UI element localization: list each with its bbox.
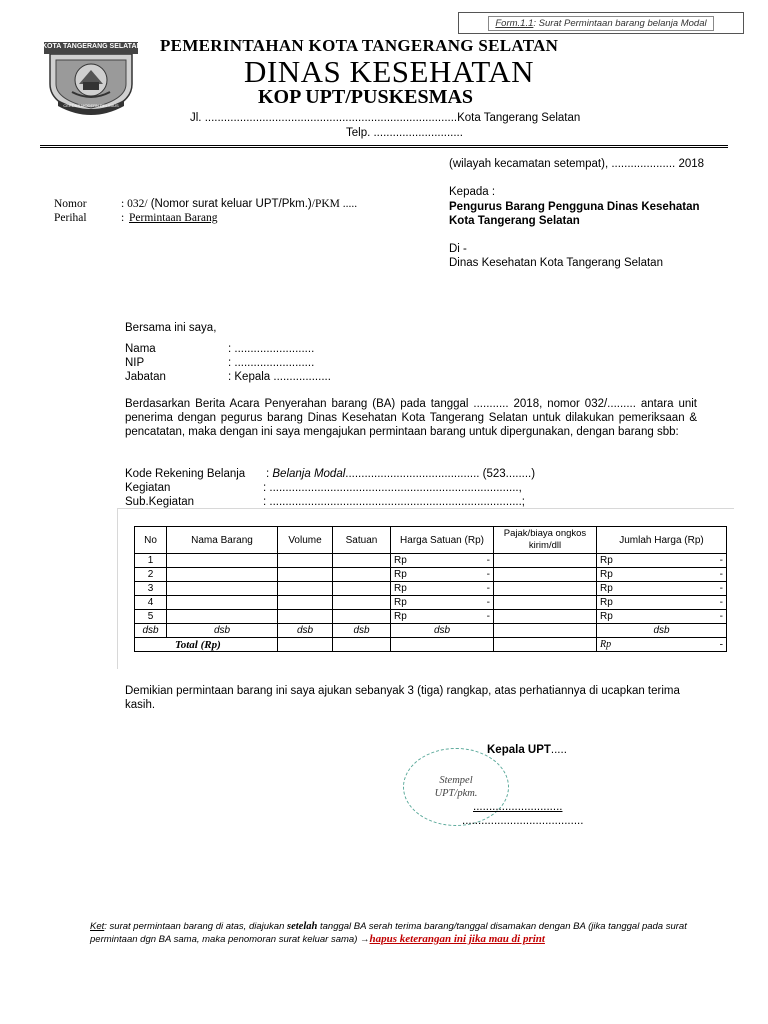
subkegiatan-label: Sub.Kegiatan: [125, 496, 195, 508]
recipient-line1: Pengurus Barang Pengguna Dinas Kesehatan: [449, 201, 700, 213]
col-satuan: Satuan: [333, 527, 391, 554]
col-volume: Volume: [278, 527, 333, 554]
di-place: Dinas Kesehatan Kota Tangerang Selatan: [449, 257, 663, 269]
header-kop: KOP UPT/PUSKESMAS: [258, 86, 474, 108]
nip-label: NIP: [125, 357, 145, 369]
jabatan-value: : Kepala ..................: [228, 371, 331, 383]
main-paragraph: Berdasarkan Berita Acara Penyerahan barang (BA) pada tanggal ........... 2018, nomor 032/......... antara unit penerima dengan pegurus barang Dinas Kesehatan Kota Tangerang Selatan untuk dilakukan pemeriksaan & pencatatan, maka dengan ini saya mengajukan permintaan barang untuk dipergunakan, dengan barang sbb:: [125, 398, 697, 438]
city-logo: [42, 40, 140, 116]
kegiatan-value: : ..............................................................................,: [263, 482, 522, 494]
jabatan-label: Jabatan: [125, 371, 166, 383]
kegiatan-label: Kegiatan: [125, 482, 171, 494]
col-pajak: Pajak/biaya ongkos kirim/dll: [494, 527, 597, 554]
table-row: 2 Rp - Rp -: [135, 568, 727, 582]
footnote: Ket: surat permintaan barang di atas, diajukan setelah tanggal BA serah terima barang/tanggal disamakan dengan BA (jika tanggal pada surat permintaan dgn BA sama, maka penomoran surat keluar sama) →hapus keterangan ini jika mau di print: [90, 921, 687, 945]
table-row: 5 Rp - Rp -: [135, 610, 727, 624]
form-tag-text: : Surat Permintaan barang belanja Modal: [533, 17, 707, 29]
remove-note-instruction: hapus keterangan ini jika mau di print: [369, 933, 545, 945]
col-nama-barang: Nama Barang: [167, 527, 278, 554]
form-tag: [458, 12, 744, 34]
di-label: Di -: [449, 243, 467, 255]
logo-motto-text: CERDAS MODERN RELIGIUS: [63, 103, 119, 108]
perihal-colon: :: [121, 212, 125, 224]
table-total-row: Total (Rp) Rp -: [135, 638, 727, 652]
form-number: Form.1.1: [495, 17, 534, 29]
header-telp: Telp. ............................: [346, 127, 463, 139]
col-harga-satuan: Harga Satuan (Rp): [391, 527, 494, 554]
header-divider: [40, 145, 728, 148]
sign-name-line: ............................: [473, 801, 563, 813]
col-jumlah-harga: Jumlah Harga (Rp): [597, 527, 727, 554]
stamp-placeholder: Stempel UPT/pkm.: [403, 748, 509, 826]
subkegiatan-value: : ...............................................................................;: [263, 496, 525, 508]
table-row: 1 Rp - Rp -: [135, 554, 727, 568]
nip-value: : .........................: [228, 357, 315, 369]
kode-rekening-label: Kode Rekening Belanja: [125, 468, 246, 480]
sign-title: Kepala UPT.....: [487, 744, 567, 756]
closing-paragraph: Demikian permintaan barang ini saya ajukan sebanyak 3 (tiga) rangkap, atas perhatiannya di ucapkan terima kasih.: [125, 685, 680, 711]
table-row-dsb: dsb dsb dsb dsb dsb dsb: [135, 624, 727, 638]
kepada-label: Kepada :: [449, 186, 496, 198]
kode-rekening-value: : Belanja Modal.......................................... (523........): [266, 468, 536, 480]
table-row: 3 Rp - Rp -: [135, 582, 727, 596]
nama-value: : .........................: [228, 343, 315, 355]
table-row: 4 Rp - Rp -: [135, 596, 727, 610]
header-department: DINAS KESEHATAN: [244, 54, 535, 89]
perihal-label: Perihal: [54, 212, 87, 224]
items-table: [134, 526, 727, 652]
col-no: No: [135, 527, 167, 554]
opening: Bersama ini saya,: [125, 322, 217, 334]
table-header-row: [135, 527, 727, 554]
perihal-value: Permintaan Barang: [129, 212, 218, 224]
header-government: PEMERINTAHAN KOTA TANGERANG SELATAN: [160, 36, 559, 55]
sign-nip-line: ......................................: [462, 815, 584, 827]
nomor-label: Nomor: [54, 198, 87, 210]
recipient-line2: Kota Tangerang Selatan: [449, 215, 580, 227]
logo-banner-text: KOTA TANGERANG SELATAN: [42, 43, 142, 50]
nomor-value: : 032/ (Nomor surat keluar UPT/Pkm.)/PKM .....: [121, 198, 358, 210]
nama-label: Nama: [125, 343, 156, 355]
place-date: (wilayah kecamatan setempat), .................... 2018: [449, 158, 705, 170]
header-address: Jl. ...............................................................................Kota Tangerang Selatan: [190, 112, 581, 124]
